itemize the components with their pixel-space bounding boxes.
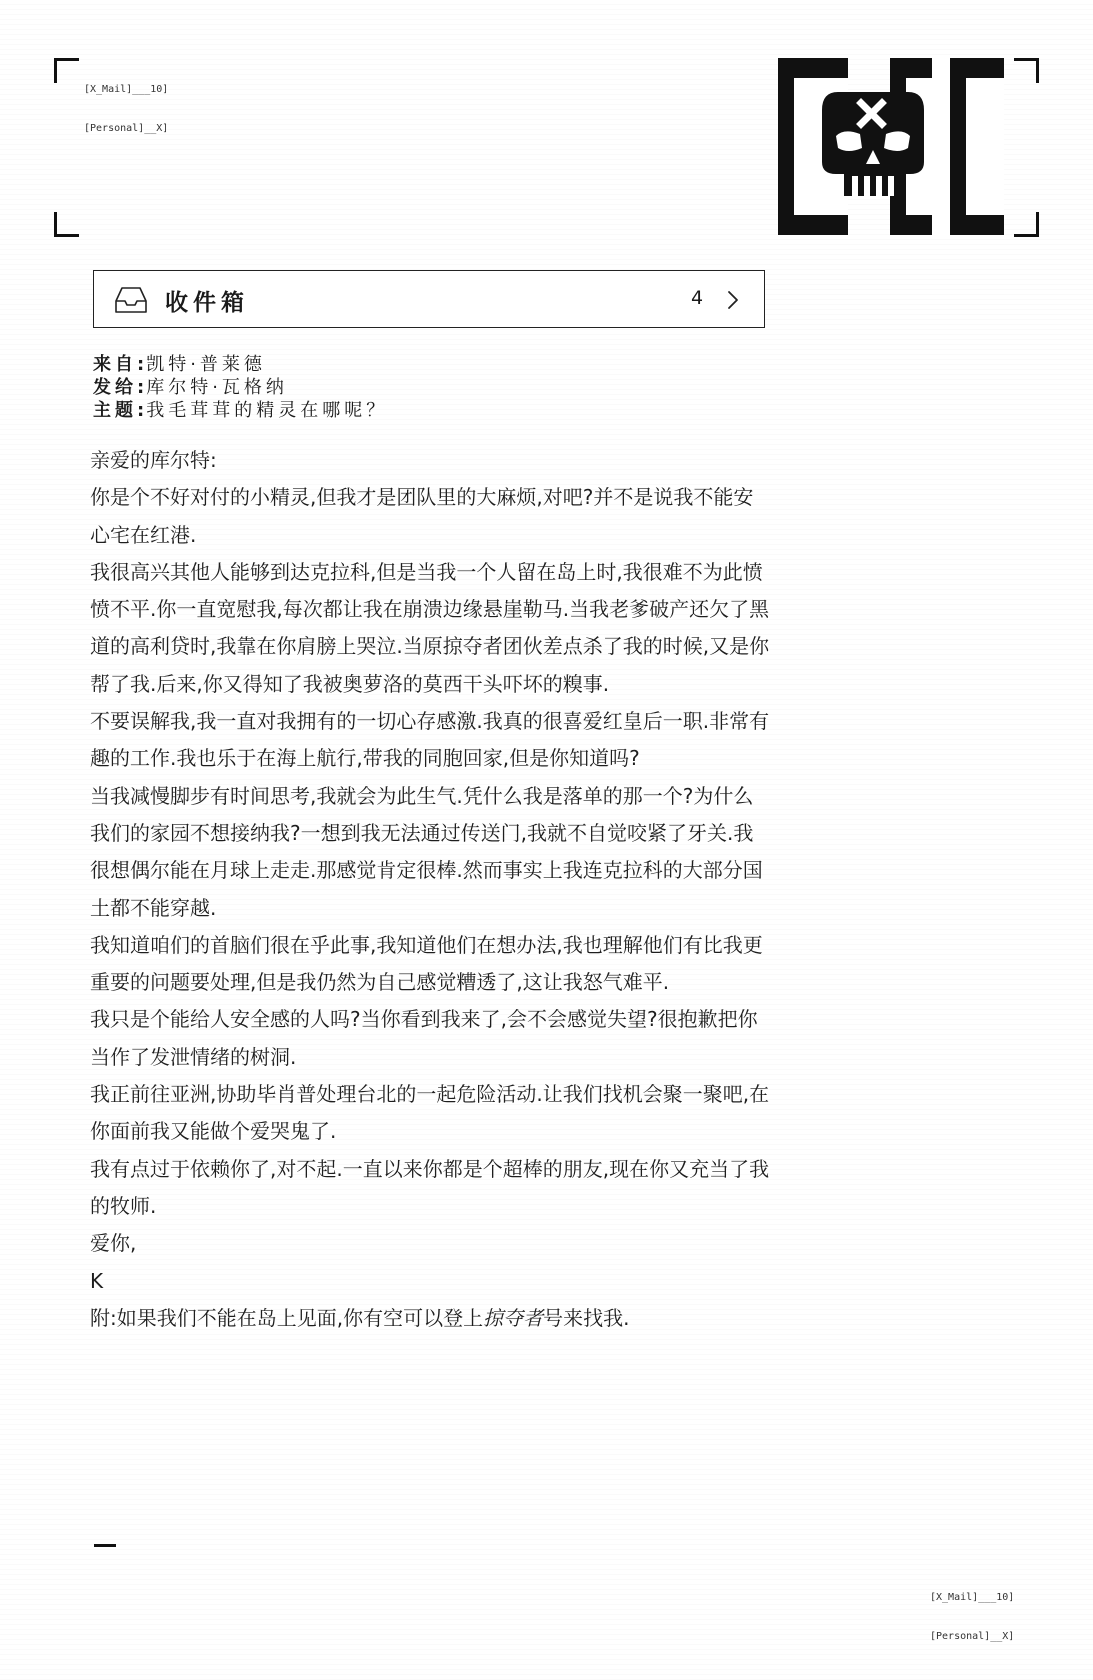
mail-header-fields [93,353,388,422]
inbox-count: 4 [691,287,704,309]
corner-bracket-top-right [1014,58,1039,83]
from-separator: : [137,354,145,375]
to-separator: : [137,377,145,398]
greeting: 亲爱的库尔特: [90,448,217,472]
postscript [90,1300,770,1337]
skull-x-icon [778,58,1004,235]
paragraph-2: 我很高兴其他人能够到达克拉科,但是当我一个人留在岛上时,我很难不为此愤愤不平.你一直宽慰我,每次都让我在崩溃边缘悬崖勒马.当我老爹破产还欠了黑道的高利贷时,我靠在你肩膀上哭泣.当原掠夺者团伙差点杀了我的时候,又是你帮了我.后来,你又得知了我被奥萝洛的莫西干头吓坏的糗事. [90,559,770,696]
footer-tag-line1: [X_Mail]___10] [930,1592,1015,1603]
header-tag-line1: [X_Mail]___10] [84,84,169,95]
ps-suffix: 号来找我. [543,1305,630,1330]
corner-bracket-bottom-left [54,212,79,237]
to-value: 库尔特·瓦格纳 [146,377,288,398]
corner-bracket-top-left [54,58,79,83]
subject-value: 我毛茸茸的精灵在哪呢？ [146,400,389,421]
paragraph-7: 我正前往亚洲,协助毕肖普处理台北的一起危险活动.让我们找机会聚一聚吧,在你面前我又能做个爱哭鬼了. [90,1082,770,1144]
paragraph-3: 不要误解我,我一直对我拥有的一切心存感激.我真的很喜爱红皇后一职.非常有趣的工作.我也乐于在海上航行,带我的同胞回家,但是你知道吗? [90,709,770,771]
ps-prefix: 附:如果我们不能在岛上见面,你有空可以登上 [90,1305,484,1330]
header-tag-line2: [Personal]__X] [84,123,169,134]
x-logo [778,58,1004,235]
footer-tag [930,1565,1014,1656]
ps-ship-name: 掠夺者 [483,1305,544,1330]
corner-bracket-bottom-right [1014,212,1039,237]
paragraph-6: 我只是个能给人安全感的人吗?当你看到我来了,会不会感觉失望?很抱歉把你当作了发泄情绪的树洞. [90,1007,758,1069]
footer-dash [94,1544,116,1547]
signature: K [90,1268,104,1293]
closing: 爱你, [90,1231,137,1256]
to-row [93,376,388,399]
paragraph-5: 我知道咱们的首脑们很在乎此事,我知道他们在想办法,我也理解他们有比我更重要的问题要处理,但是我仍然为自己感觉糟透了,这让我怒气难平. [90,932,763,995]
footer-tag-line2: [Personal]__X] [930,1631,1015,1642]
chevron-right-icon[interactable] [726,289,740,311]
to-label: 发给 [93,377,137,398]
paragraph-4: 当我减慢脚步有时间思考,我就会为此生气.凭什么我是落单的那一个?为什么我们的家园不想接纳我?一想到我无法通过传送门,我就不自觉咬紧了牙关.我很想偶尔能在月球上走走.那感觉肯定很棒.然而事实上我连克拉科的大部分国土都不能穿越. [90,783,763,920]
header-tag [84,57,168,148]
subject-row [93,399,388,422]
paragraph-1: 你是个不好对付的小精灵,但我才是团队里的大麻烦,对吧?并不是说我不能安心宅在红港. [90,485,754,547]
subject-separator: : [137,400,145,421]
from-value: 凯特·普莱德 [146,354,266,375]
from-row [93,353,388,376]
subject-label: 主题 [93,400,137,421]
inbox-tray-icon [114,286,148,314]
mail-body [90,442,770,1337]
inbox-title: 收件箱 [165,290,249,316]
from-label: 来自 [93,354,137,375]
paragraph-8: 我有点过于依赖你了,对不起.一直以来你都是个超棒的朋友,现在你又充当了我的牧师. [90,1156,770,1218]
inbox-bar[interactable] [93,270,765,328]
